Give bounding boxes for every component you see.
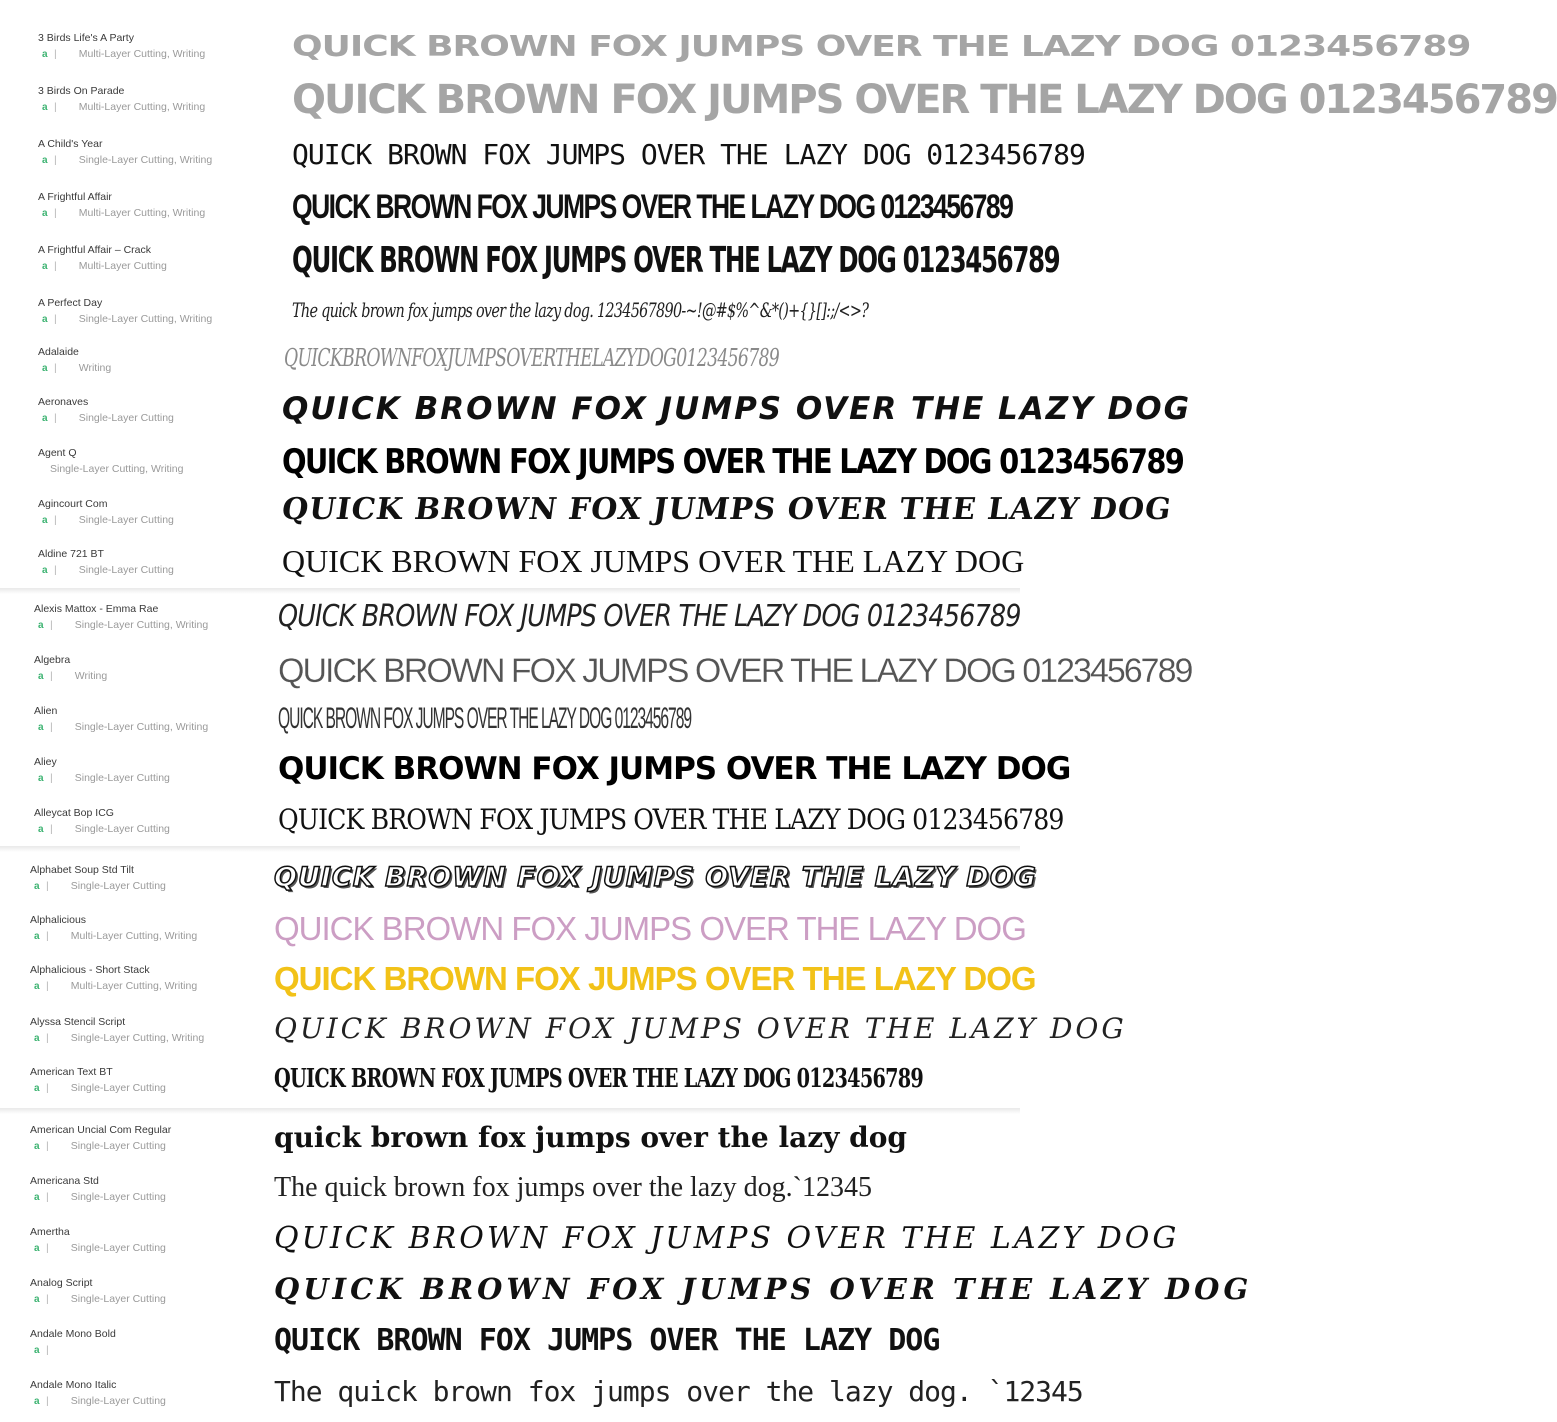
font-name: Amertha xyxy=(30,1226,70,1238)
font-row[interactable] xyxy=(0,694,1020,745)
font-meta: a | Multi-Layer Cutting xyxy=(42,260,167,272)
lock-icon: a xyxy=(34,880,40,892)
font-name: Americana Std xyxy=(30,1175,99,1187)
font-name: Andale Mono Italic xyxy=(30,1379,117,1391)
font-name: Aldine 721 BT xyxy=(38,548,104,560)
font-row[interactable] xyxy=(0,28,1471,74)
font-row[interactable] xyxy=(0,1112,1020,1164)
font-name: 3 Birds Life's A Party xyxy=(38,32,134,44)
lock-icon: a xyxy=(42,564,48,576)
font-preview: QUICK BROWN FOX JUMPS OVER THE LAZY DOG 0123456789 xyxy=(274,1064,924,1094)
font-preview: QUICK BROWN FOX JUMPS OVER THE LAZY DOG 0123456789 xyxy=(278,803,1064,836)
font-row[interactable] xyxy=(0,339,1020,385)
lock-icon: a xyxy=(42,362,48,374)
font-meta: a | Single-Layer Cutting, Writing xyxy=(34,1032,205,1044)
font-preview: QUICK BROWN FOX JUMPS OVER THE LAZY DOG xyxy=(274,1323,940,1358)
font-preview: QUICKBROWNFOXJUMPSOVERTHELAZYDOG0123456789 xyxy=(284,344,780,372)
font-name: Algebra xyxy=(34,654,71,666)
font-row[interactable] xyxy=(0,796,1064,846)
font-row[interactable] xyxy=(0,436,1184,487)
font-row[interactable] xyxy=(0,852,1037,904)
font-row[interactable] xyxy=(0,538,1025,588)
font-preview: The quick brown fox jumps over the lazy dog. 1234567890-~!@#$%^&*()+{}[]:;/<>? xyxy=(292,298,869,322)
font-meta: a | Single-Layer Cutting xyxy=(34,1140,166,1152)
lock-icon: a xyxy=(34,1242,40,1254)
lock-icon: a xyxy=(42,154,48,166)
lock-icon: a xyxy=(42,207,48,219)
lock-icon: a xyxy=(42,48,48,60)
font-name: Alphalicious xyxy=(30,914,87,926)
font-meta: a | xyxy=(34,1344,49,1356)
font-row[interactable] xyxy=(0,487,1175,538)
font-preview: QUICK BROWN FOX JUMPS OVER THE LAZY DOG xyxy=(274,1221,1180,1256)
font-meta: a | Single-Layer Cutting, Writing xyxy=(38,619,209,631)
lock-icon: a xyxy=(42,260,48,272)
font-preview: quick brown fox jumps over the lazy dog xyxy=(274,1121,907,1154)
lock-icon: a xyxy=(34,1082,40,1094)
font-name: A Frightful Affair – Crack xyxy=(38,244,152,256)
font-name: Agent Q xyxy=(38,447,77,459)
lock-icon: a xyxy=(34,1344,40,1356)
lock-icon: a xyxy=(34,930,40,942)
font-preview: QUICK BROWN FOX JUMPS OVER THE LAZY DOG xyxy=(274,910,1026,947)
font-meta: a | Writing xyxy=(38,670,108,682)
font-preview: QUICK BROWN FOX JUMPS OVER THE LAZY DOG 0123456789 xyxy=(278,652,1192,690)
font-meta: a | Single-Layer Cutting, Writing xyxy=(42,154,213,166)
font-row[interactable] xyxy=(0,745,1071,796)
font-row[interactable] xyxy=(0,1368,1083,1422)
font-name: Alien xyxy=(34,705,58,717)
lock-icon: a xyxy=(38,823,44,835)
lock-icon: a xyxy=(38,619,44,631)
font-meta: a | Single-Layer Cutting xyxy=(34,1191,166,1203)
lock-icon: a xyxy=(34,1140,40,1152)
font-row[interactable] xyxy=(0,643,1192,694)
font-preview: QUICK BROWN FOX JUMPS OVER THE LAZY DOG 0123456789 xyxy=(292,138,1085,171)
font-name: Analog Script xyxy=(30,1277,93,1289)
font-list-section-3 xyxy=(0,846,1253,1422)
font-name: Alphalicious - Short Stack xyxy=(30,964,150,976)
font-name: Aeronaves xyxy=(38,396,89,408)
font-name: Aliey xyxy=(34,756,57,768)
lock-icon: a xyxy=(34,980,40,992)
font-name: American Uncial Com Regular xyxy=(30,1124,172,1136)
font-preview: QUICK BROWN FOX JUMPS OVER THE LAZY DOG 0123456789 xyxy=(292,188,1013,226)
font-preview: QUICK BROWN FOX JUMPS OVER THE LAZY DOG 0123456789 xyxy=(292,77,1557,123)
font-row[interactable] xyxy=(0,1164,1020,1215)
lock-icon: a xyxy=(34,1293,40,1305)
font-name: Andale Mono Bold xyxy=(30,1328,116,1340)
font-list-section-2 xyxy=(0,588,1192,846)
lock-icon: a xyxy=(42,514,48,526)
lock-icon: a xyxy=(42,101,48,113)
font-meta: a | Single-Layer Cutting xyxy=(34,1395,166,1407)
lock-icon: a xyxy=(38,772,44,784)
font-preview: QUICK BROWN FOX JUMPS OVER THE LAZY DOG xyxy=(282,391,1192,427)
font-meta: a | Single-Layer Cutting xyxy=(42,564,174,576)
font-name: A Frightful Affair xyxy=(38,191,112,203)
font-meta: a | Single-Layer Cutting xyxy=(34,1242,166,1254)
font-meta: a | Single-Layer Cutting, Writing xyxy=(38,721,209,733)
font-name: A Child's Year xyxy=(38,138,103,150)
font-meta: a | Multi-Layer Cutting, Writing xyxy=(42,48,206,60)
font-preview: The quick brown fox jumps over the lazy dog.`12345 xyxy=(274,1172,872,1203)
font-row[interactable] xyxy=(0,1005,1127,1056)
font-preview: QUICK BROWN FOX JUMPS OVER THE LAZY DOG xyxy=(278,751,1071,787)
font-preview: QUICK BROWN FOX JUMPS OVER THE LAZY DOG 0123456789 xyxy=(292,30,1471,64)
font-name: Agincourt Com xyxy=(38,498,108,510)
font-row[interactable] xyxy=(0,286,1020,339)
font-meta: a | Single-Layer Cutting xyxy=(38,772,170,784)
font-preview: QUICK BROWN FOX JUMPS OVER THE LAZY DOG xyxy=(274,862,1037,893)
font-meta: a | Multi-Layer Cutting, Writing xyxy=(42,101,206,113)
lock-icon: a xyxy=(34,1395,40,1407)
font-preview: QUICK BROWN FOX JUMPS OVER THE LAZY DOG xyxy=(274,1272,1253,1306)
font-meta: a | Single-Layer Cutting xyxy=(38,823,170,835)
font-meta: a | Single-Layer Cutting, Writing xyxy=(42,313,213,325)
font-row[interactable] xyxy=(0,74,1557,127)
font-preview: QUICK BROWN FOX JUMPS OVER THE LAZY DOG xyxy=(279,492,1175,527)
font-preview: The quick brown fox jumps over the lazy dog. `12345 xyxy=(274,1375,1083,1408)
font-preview: QUICK BROWN FOX JUMPS OVER THE LAZY DOG 0123456789 xyxy=(278,599,1021,634)
lock-icon: a xyxy=(38,721,44,733)
font-preview: QUICK BROWN FOX JUMPS OVER THE LAZY DOG 0123456789 xyxy=(278,702,691,735)
lock-icon: a xyxy=(34,1032,40,1044)
font-name: Alleycat Bop ICG xyxy=(34,807,114,819)
font-name: American Text BT xyxy=(30,1066,113,1078)
font-name: Alexis Mattox - Emma Rae xyxy=(34,603,159,615)
font-row[interactable] xyxy=(0,127,1085,180)
font-row[interactable] xyxy=(0,385,1192,436)
font-meta: a | Single-Layer Cutting xyxy=(34,1082,166,1094)
font-meta: a | Single-Layer Cutting xyxy=(34,1293,166,1305)
font-row[interactable] xyxy=(0,180,1020,233)
font-meta: a | Writing xyxy=(42,362,112,374)
font-name: Alyssa Stencil Script xyxy=(30,1016,126,1028)
font-row[interactable] xyxy=(0,954,1036,1005)
font-row[interactable] xyxy=(0,592,1020,643)
lock-icon: a xyxy=(42,313,48,325)
font-preview: QUICK BROWN FOX JUMPS OVER THE LAZY DOG 0123456789 xyxy=(282,442,1184,482)
font-name: 3 Birds On Parade xyxy=(38,85,125,97)
font-name: Alphabet Soup Std Tilt xyxy=(30,864,134,876)
font-meta: a | Single-Layer Cutting xyxy=(42,514,174,526)
font-row[interactable] xyxy=(0,233,1060,286)
font-meta: a | Multi-Layer Cutting, Writing xyxy=(34,980,198,992)
font-meta: a | Single-Layer Cutting xyxy=(42,412,174,424)
font-meta: a | Multi-Layer Cutting, Writing xyxy=(42,207,206,219)
font-row[interactable] xyxy=(0,1215,1180,1266)
lock-icon: a xyxy=(42,412,48,424)
font-preview: QUICK BROWN FOX JUMPS OVER THE LAZY DOG xyxy=(274,960,1036,997)
font-list-section-1 xyxy=(0,0,1557,588)
font-meta: Single-Layer Cutting, Writing xyxy=(50,463,184,475)
font-name: A Perfect Day xyxy=(38,297,103,309)
font-meta: a | Single-Layer Cutting xyxy=(34,880,166,892)
font-name: Adalaide xyxy=(38,346,79,358)
font-row[interactable] xyxy=(0,1056,1020,1107)
font-row[interactable] xyxy=(0,1317,1020,1368)
lock-icon: a xyxy=(38,670,44,682)
font-preview: QUICK BROWN FOX JUMPS OVER THE LAZY DOG 0123456789 xyxy=(292,240,1060,281)
font-preview: QUICK BROWN FOX JUMPS OVER THE LAZY DOG xyxy=(274,1012,1127,1045)
font-preview: QUICK BROWN FOX JUMPS OVER THE LAZY DOG xyxy=(282,543,1025,579)
font-meta: a | Multi-Layer Cutting, Writing xyxy=(34,930,198,942)
font-row[interactable] xyxy=(0,904,1026,954)
font-row[interactable] xyxy=(0,1266,1253,1317)
lock-icon: a xyxy=(34,1191,40,1203)
